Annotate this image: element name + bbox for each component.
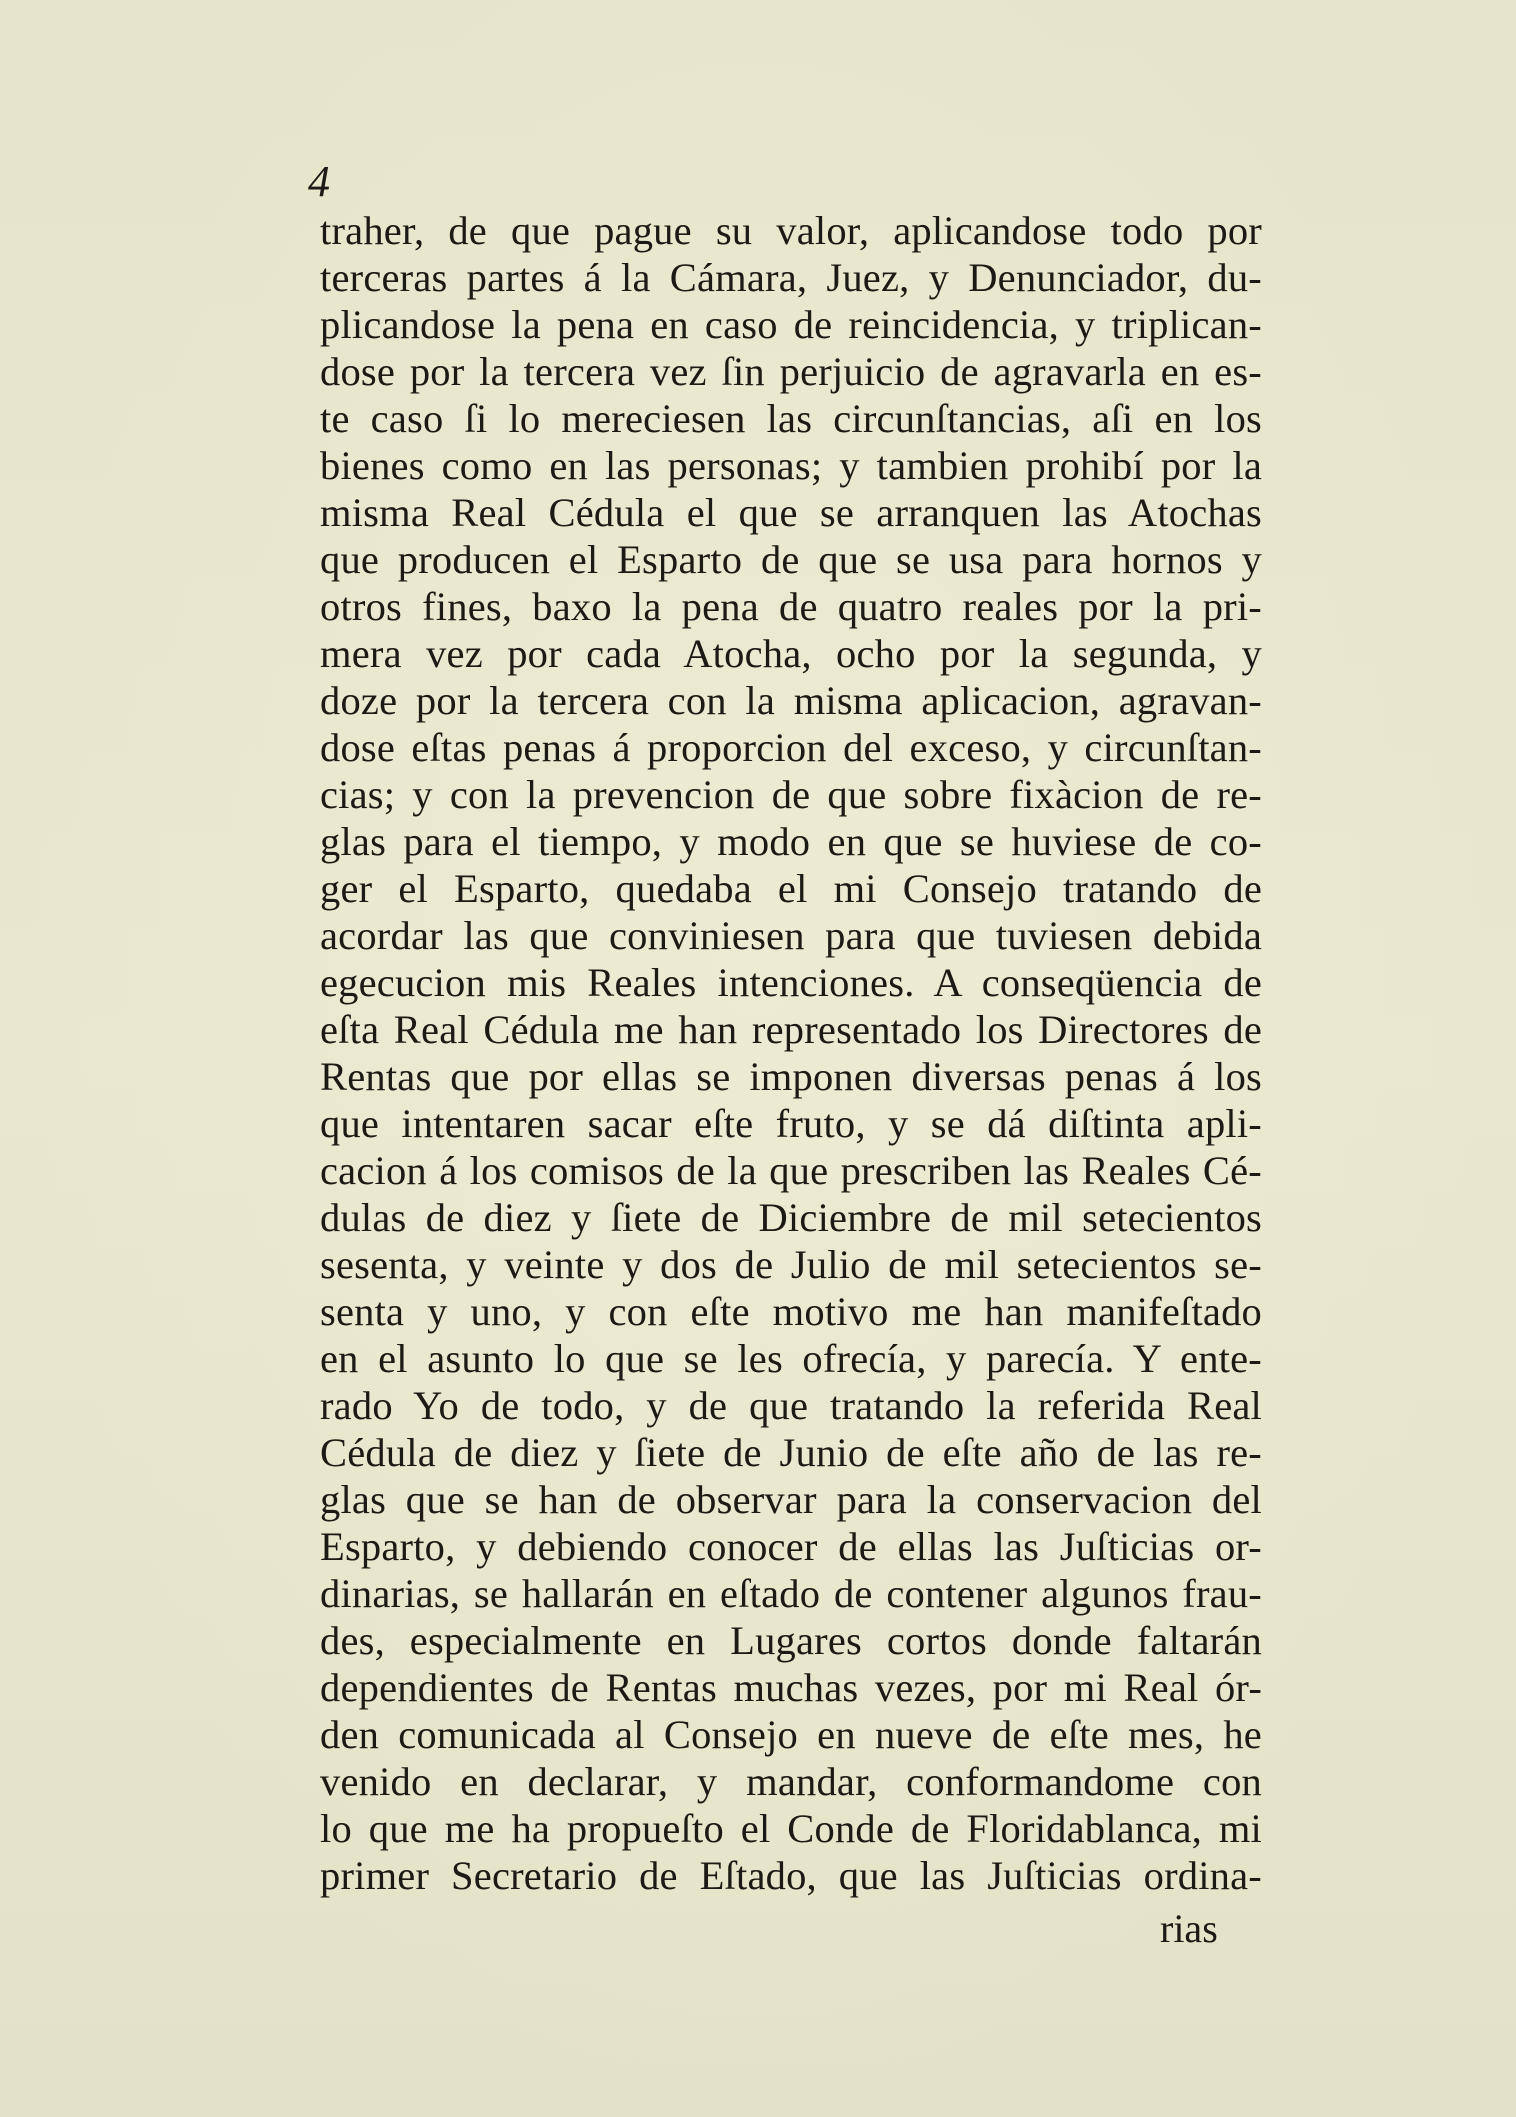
text-line: den comunicada al Consejo en nueve de eſte mes, he <box>320 1712 1262 1757</box>
text-line: te caso ſi lo mereciesen las circunſtancias, aſi en los <box>320 396 1262 441</box>
text-line: ger el Esparto, quedaba el mi Consejo tratando de <box>320 866 1262 911</box>
body-text <box>320 207 1262 1899</box>
text-line: terceras partes á la Cámara, Juez, y Denunciador, du- <box>320 255 1262 300</box>
text-line: lo que me ha propueſto el Conde de Floridablanca, mi <box>320 1806 1262 1851</box>
text-line: senta y uno, y con eſte motivo me han manifeſtado <box>320 1289 1262 1334</box>
text-line: egecucion mis Reales intenciones. A conseqüencia de <box>320 960 1262 1005</box>
text-line: Cédula de diez y ſiete de Junio de eſte año de las re- <box>320 1430 1262 1475</box>
text-line: acordar las que conviniesen para que tuviesen debida <box>320 913 1262 958</box>
text-line: plicandose la pena en caso de reincidencia, y triplican- <box>320 302 1262 347</box>
text-line: dependientes de Rentas muchas vezes, por mi Real ór- <box>320 1665 1262 1710</box>
text-line: mera vez por cada Atocha, ocho por la segunda, y <box>320 631 1262 676</box>
text-line: dinarias, se hallarán en eſtado de contener algunos frau- <box>320 1571 1262 1616</box>
text-line: doze por la tercera con la misma aplicacion, agravan- <box>320 678 1262 723</box>
text-line: glas que se han de observar para la conservacion del <box>320 1477 1262 1522</box>
catchword: rias <box>1160 1906 1218 1951</box>
text-line: cacion á los comisos de la que prescriben las Reales Cé- <box>320 1148 1262 1193</box>
text-line: dose por la tercera vez ſin perjuicio de agravarla en es- <box>320 349 1262 394</box>
text-line: que producen el Esparto de que se usa para hornos y <box>320 537 1262 582</box>
text-line: dose eſtas penas á proporcion del exceso, y circunſtan- <box>320 725 1262 770</box>
text-line: traher, de que pague su valor, aplicandose todo por <box>320 208 1262 253</box>
text-line: sesenta, y veinte y dos de Julio de mil setecientos se- <box>320 1242 1262 1287</box>
text-line: venido en declarar, y mandar, conformandome con <box>320 1759 1262 1804</box>
text-line: dulas de diez y ſiete de Diciembre de mil setecientos <box>320 1195 1262 1240</box>
text-line: eſta Real Cédula me han representado los Directores de <box>320 1007 1262 1052</box>
text-line: bienes como en las personas; y tambien prohibí por la <box>320 443 1262 488</box>
text-line: misma Real Cédula el que se arranquen las Atochas <box>320 490 1262 535</box>
page-number: 4 <box>308 157 330 206</box>
text-line: glas para el tiempo, y modo en que se huviese de co- <box>320 819 1262 864</box>
text-line: rado Yo de todo, y de que tratando la referida Real <box>320 1383 1262 1428</box>
text-line: en el asunto lo que se les ofrecía, y parecía. Y ente- <box>320 1336 1262 1381</box>
text-line: otros fines, baxo la pena de quatro reales por la pri- <box>320 584 1262 629</box>
text-line: Rentas que por ellas se imponen diversas penas á los <box>320 1054 1262 1099</box>
text-line: Esparto, y debiendo conocer de ellas las Juſticias or- <box>320 1524 1262 1569</box>
text-line: des, especialmente en Lugares cortos donde faltarán <box>320 1618 1262 1663</box>
text-line: que intentaren sacar eſte fruto, y se dá diſtinta apli- <box>320 1101 1262 1146</box>
text-line: primer Secretario de Eſtado, que las Juſticias ordina- <box>320 1853 1262 1898</box>
text-line: cias; y con la prevencion de que sobre fixàcion de re- <box>320 772 1262 817</box>
